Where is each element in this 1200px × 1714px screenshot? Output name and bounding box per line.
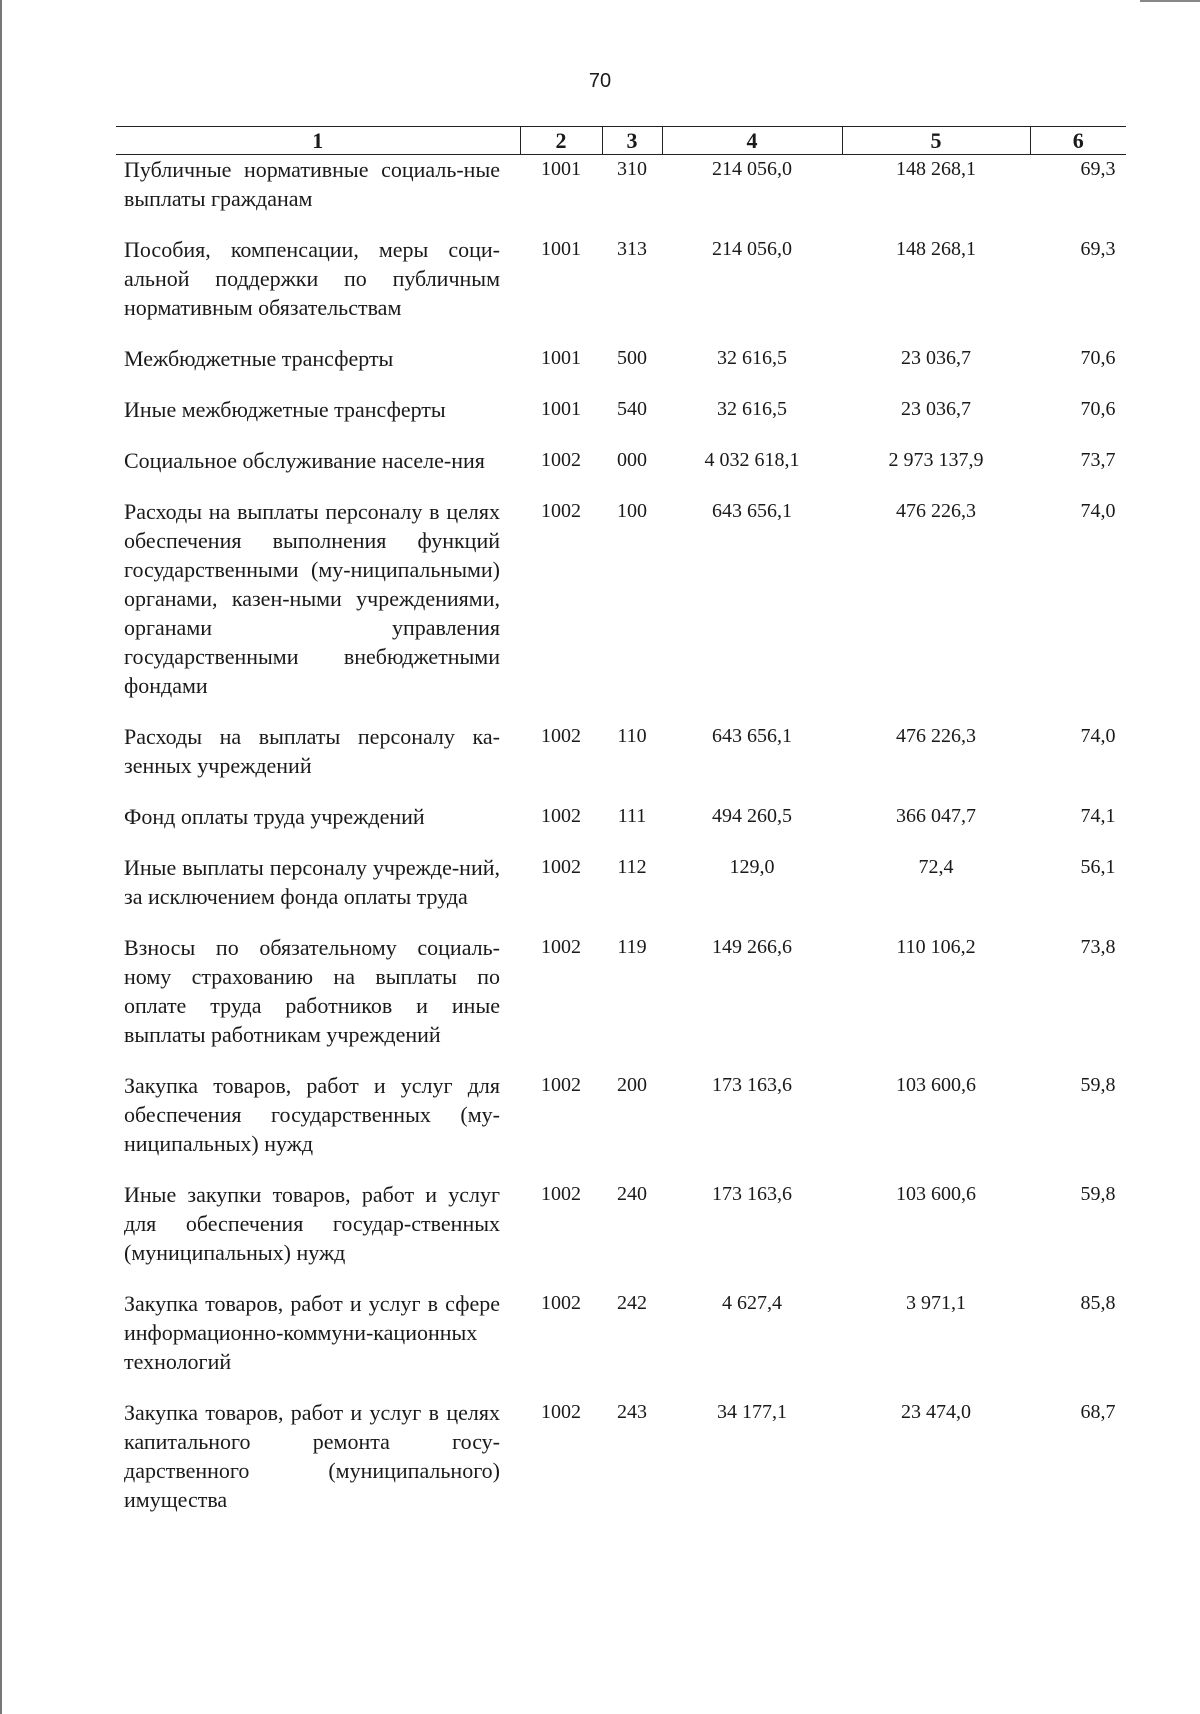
budget-table: [116, 126, 1126, 1536]
row-section: 1001: [541, 158, 581, 180]
table-row: [116, 1180, 1126, 1289]
row-fact: 366 047,7: [896, 805, 976, 827]
row-section: 1002: [541, 936, 581, 958]
row-plan: 643 656,1: [712, 500, 792, 522]
row-type: 000: [617, 449, 647, 471]
row-name: Иные закупки товаров, работ и услуг для обеспечения государ-ственных (муниципальных) нужд: [124, 1182, 500, 1265]
row-name: Иные выплаты персоналу учрежде-ний, за исключением фонда оплаты труда: [124, 855, 500, 909]
row-name: Расходы на выплаты персоналу в целях обеспечения выполнения функций государственными (му-ниципальными) органами, казен-ными учреждениями, органами управления государственными внебюджетными фондами: [124, 499, 500, 698]
row-name: Расходы на выплаты персоналу ка-зенных учреждений: [124, 724, 500, 778]
table-row: [116, 722, 1126, 802]
row-percent: 73,7: [1080, 449, 1116, 471]
row-fact: 476 226,3: [896, 725, 976, 747]
row-plan: 32 616,5: [717, 398, 787, 420]
row-type: 242: [617, 1292, 647, 1314]
table-row: [116, 235, 1126, 344]
row-plan: 494 260,5: [712, 805, 792, 827]
row-fact: 2 973 137,9: [888, 449, 984, 471]
row-name: Межбюджетные трансферты: [124, 346, 394, 371]
table-header: [116, 127, 1126, 155]
row-plan: 32 616,5: [717, 347, 787, 369]
table-row: [116, 497, 1126, 722]
row-section: 1001: [541, 238, 581, 260]
row-plan: 173 163,6: [712, 1074, 792, 1096]
table-row: [116, 933, 1126, 1071]
row-name: Пособия, компенсации, меры соци-альной поддержки по публичным нормативным обязательствам: [124, 237, 500, 320]
row-fact: 110 106,2: [896, 936, 976, 958]
row-type: 110: [617, 725, 647, 747]
row-section: 1002: [541, 1401, 581, 1423]
table-row: [116, 1398, 1126, 1536]
row-section: 1002: [541, 725, 581, 747]
row-section: 1002: [541, 1292, 581, 1314]
row-type: 313: [617, 238, 647, 260]
row-percent: 69,3: [1080, 158, 1116, 180]
table-row: [116, 446, 1126, 497]
row-name: Взносы по обязательному социаль-ному страхованию на выплаты по оплате труда работников и иные выплаты работникам учреждений: [124, 935, 500, 1047]
row-percent: 85,8: [1080, 1292, 1116, 1314]
row-name: Закупка товаров, работ и услуг в целях капитального ремонта госу-дарственного (муниципального) имущества: [124, 1400, 500, 1512]
row-plan: 4 032 618,1: [704, 449, 800, 471]
row-fact: 72,4: [918, 856, 954, 878]
row-type: 100: [617, 500, 647, 522]
row-section: 1002: [541, 1183, 581, 1205]
table-row: [116, 1071, 1126, 1180]
row-fact: 476 226,3: [896, 500, 976, 522]
row-plan: 643 656,1: [712, 725, 792, 747]
row-percent: 74,0: [1080, 725, 1116, 747]
row-plan: 34 177,1: [717, 1401, 787, 1423]
header-col-2: 2: [520, 127, 602, 155]
table-row: [116, 1289, 1126, 1398]
row-name: Социальное обслуживание населе-ния: [124, 448, 485, 473]
row-percent: 68,7: [1080, 1401, 1116, 1423]
row-percent: 74,0: [1080, 500, 1116, 522]
row-plan: 4 627,4: [722, 1292, 782, 1314]
header-col-4: 4: [662, 127, 842, 155]
row-section: 1002: [541, 449, 581, 471]
table-row: [116, 853, 1126, 933]
row-type: 540: [617, 398, 647, 420]
row-plan: 129,0: [729, 856, 775, 878]
table-row: [116, 395, 1126, 446]
row-section: 1001: [541, 347, 581, 369]
row-section: 1001: [541, 398, 581, 420]
row-plan: 214 056,0: [712, 238, 792, 260]
row-fact: 23 036,7: [901, 347, 971, 369]
row-percent: 56,1: [1080, 856, 1116, 878]
row-type: 200: [617, 1074, 647, 1096]
header-col-5: 5: [842, 127, 1030, 155]
row-type: 310: [617, 158, 647, 180]
row-fact: 23 474,0: [901, 1401, 971, 1423]
row-name: Публичные нормативные социаль-ные выплаты гражданам: [124, 157, 500, 211]
row-plan: 214 056,0: [712, 158, 792, 180]
row-type: 243: [617, 1401, 647, 1423]
header-row: [116, 127, 1126, 155]
row-plan: 149 266,6: [712, 936, 792, 958]
row-name: Закупка товаров, работ и услуг для обеспечения государственных (му-ниципальных) нужд: [124, 1073, 500, 1156]
row-type: 119: [617, 936, 647, 958]
row-percent: 74,1: [1080, 805, 1116, 827]
table-row: [116, 155, 1126, 236]
row-name: Иные межбюджетные трансферты: [124, 397, 446, 422]
row-section: 1002: [541, 805, 581, 827]
header-col-6: 6: [1030, 127, 1126, 155]
page-number: 70: [588, 70, 612, 92]
scan-edge-left: [0, 0, 2, 1714]
table-body: [116, 155, 1126, 1537]
row-fact: 3 971,1: [906, 1292, 966, 1314]
row-percent: 73,8: [1080, 936, 1116, 958]
row-section: 1002: [541, 500, 581, 522]
row-percent: 70,6: [1080, 398, 1116, 420]
row-fact: 103 600,6: [896, 1074, 976, 1096]
row-fact: 103 600,6: [896, 1183, 976, 1205]
row-name: Фонд оплаты труда учреждений: [124, 804, 425, 829]
table-row: [116, 344, 1126, 395]
row-section: 1002: [541, 1074, 581, 1096]
row-fact: 23 036,7: [901, 398, 971, 420]
header-col-1: 1: [116, 127, 520, 155]
row-type: 240: [617, 1183, 647, 1205]
row-section: 1002: [541, 856, 581, 878]
row-percent: 69,3: [1080, 238, 1116, 260]
row-percent: 59,8: [1080, 1183, 1116, 1205]
row-type: 111: [617, 805, 647, 827]
row-plan: 173 163,6: [712, 1183, 792, 1205]
table-row: [116, 802, 1126, 853]
row-percent: 70,6: [1080, 347, 1116, 369]
scan-edge-right: [1140, 0, 1200, 2]
row-fact: 148 268,1: [896, 158, 976, 180]
header-col-3: 3: [602, 127, 662, 155]
row-fact: 148 268,1: [896, 238, 976, 260]
row-type: 500: [617, 347, 647, 369]
row-percent: 59,8: [1080, 1074, 1116, 1096]
row-type: 112: [617, 856, 647, 878]
row-name: Закупка товаров, работ и услуг в сфере информационно-коммуни-кационных технологий: [124, 1291, 500, 1374]
